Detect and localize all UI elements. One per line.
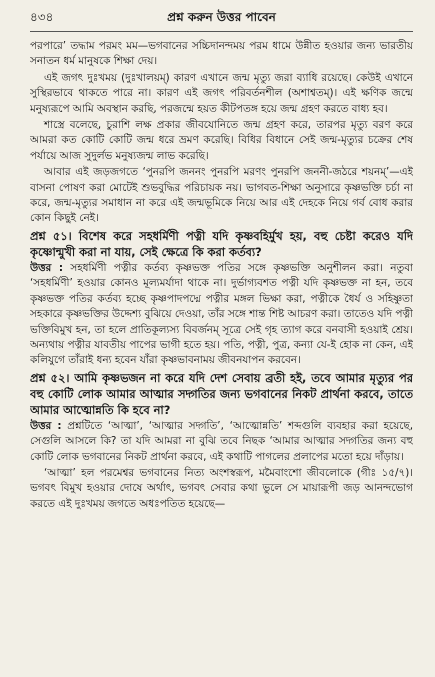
page-header — [30, 10, 413, 28]
header-divider — [30, 31, 413, 32]
question-heading: প্রশ্ন ৫১। বিশেষ করে সহধর্মিণী পত্নী যদি কৃষ্ণবহির্মুখ হয়, বহু চেষ্টা করেও যদি কৃষ্ণোন্মুখী করা না যায়, সেই ক্ষেত্রে কি করা কর্তব্য? — [30, 228, 413, 259]
page-number: ৪৩৪ — [30, 10, 54, 24]
answer-paragraph — [30, 419, 413, 465]
body-paragraph: আবার এই জড়জগতে ‘পুনরপি জননং পুনরপি মরণং পুনরপি জননী-জঠরে শয়নম্’—এই বাসনা পোষণ করা মোটেই শুভবুদ্ধির পরিচায়ক নয়। ভাগবত-শিক্ষা অনুসারে কৃষ্ণভক্তি চর্চা না করে, জন্ম-মৃত্যুর সমাধান না করে এই জন্মভূমিকে নিয়ে আর এই দেহকে নিয়ে গর্ব বোধ করার কোন কিছুই নেই। — [30, 166, 413, 225]
body-paragraph: পরপারে’ তদ্ধাম পরমং মম—ভগবানের সচ্চিদানন্দময় পরম ধামে উন্নীত হওয়ার জন্য ভারতীয় সনাতন ধর্ম মানুষকে শিক্ষা দেয়। — [30, 40, 413, 68]
running-title: প্রশ্ন করুন উত্তর পাবেন — [167, 10, 276, 24]
question-heading: প্রশ্ন ৫২। আমি কৃষ্ণভজন না করে যদি দেশ সেবায় ব্রতী হই, তবে আমার মৃত্যুর পর বহু কোটি লোক আমার আত্মার সদ্গতির জন্য ভগবানের নিকট প্রার্থনা করবে, তাতে আমার আত্মোন্নতি কি হবে না? — [30, 370, 413, 417]
body-paragraph: ‘আত্মা’ হল পরমেশ্বর ভগবানের নিত্য অংশস্বরূপ, মমৈবাংশো জীবলোকে (গীঃ ১৫/৭)। ভগবৎ বিমুখ হওয়ার দোষে অর্থাৎ, ভগবৎ সেবার কথা ভুলে সে মায়ারূপী জড় আনন্দভোগ করতে এই দুঃখময় জগতে অধঃপতিত হয়েছে— — [30, 466, 413, 510]
page-body — [30, 39, 413, 671]
answer-label: উত্তর : — [30, 419, 62, 432]
answer-text: সহধর্মিণী পত্নীর কর্তব্য কৃষ্ণভক্ত পতির সঙ্গে কৃষ্ণভক্তি অনুশীলন করা। নতুবা ‘সহধর্মিণী’ হওয়ার কোনও মূল্যমর্যাদা থাকে না। দুর্ভাগ্যবশত পত্নী যদি কৃষ্ণভক্ত না হন, তবে কৃষ্ণভক্ত পতির কর্তব্য হচ্ছে কৃষ্ণপাদপদ্মে পত্নীর মঙ্গল ভিক্ষা করা, পত্নীকে ধৈর্য ও সহিষ্ণুতা সহকারে কৃষ্ণভক্তির উদ্দেশ্য বুঝিয়ে দেওয়া, তাঁর সঙ্গে শান্ত শিষ্ট আচরণ করা। তাতেও যদি পত্নী ভক্তিবিমুখ হন, তা হলে প্রাতিকূল্যস্য বিবর্জনম্ সূত্রে সেই গৃহ ত্যাগ করে বনবাসী হওয়াই শ্রেয়। অন্যথায় পত্নীর যাবতীয় পাপের ভাগী হতে হয়। পতি, পত্নী, পুত্র, কন্যা যে-ই হোক না কেন, এই কলিযুগে তাঁরাই ধন্য হবেন যাঁরা কৃষ্ণভাবনাময় জীবনযাপন করবেন। — [30, 261, 413, 367]
body-paragraph: শাস্ত্রে বলেছে, চুরাশি লক্ষ প্রকার জীবযোনিতে জন্ম গ্রহণ করে, তারপর মৃত্যু বরণ করে আমরা কত কোটি কোটি জন্ম ধরে ভ্রমণ করেছি। বিধির বিধানে সেই জন্ম-মৃত্যুর চক্রের শেষ পর্যায়ে আজ সুদুর্লভ মনুষ্যজন্ম লাভ করেছি। — [30, 119, 413, 162]
body-paragraph: এই জগৎ দুঃখময় (দুঃখালয়ম্) কারণ এখানে জন্ম মৃত্যু জরা ব্যাধি রয়েছে। কেউই এখানে সুস্থিরভাবে থাকতে পারে না। কারণ এই জগৎ পরিবর্তনশীল (অশাশ্বতম্)। এই ক্ষণিক জন্মে মনুষ্যরূপে আমি অবস্থান করছি, পরজন্মে হয়ত কীটপতঙ্গ হয়ে জন্ম গ্রহণ করতে বাধ্য হব। — [30, 71, 413, 115]
answer-text: প্রশ্নটিতে ‘আত্মা’, ‘আত্মার সদ্গতি’, ‘আত্মোন্নতি’ শব্দগুলি ব্যবহার করা হয়েছে, সেগুলি আসলে কি? তা যদি আমরা না বুঝি তবে নিছক ‘আমার আত্মার সদ্গতির জন্য বহু কোটি লোক ভগবানের নিকট প্রার্থনা করবে, এই কথাটি পাগলের প্রলাপের মতো হয়ে দাঁড়ায়। — [30, 419, 413, 463]
answer-label: উত্তর : — [30, 261, 64, 274]
answer-paragraph — [30, 261, 413, 369]
